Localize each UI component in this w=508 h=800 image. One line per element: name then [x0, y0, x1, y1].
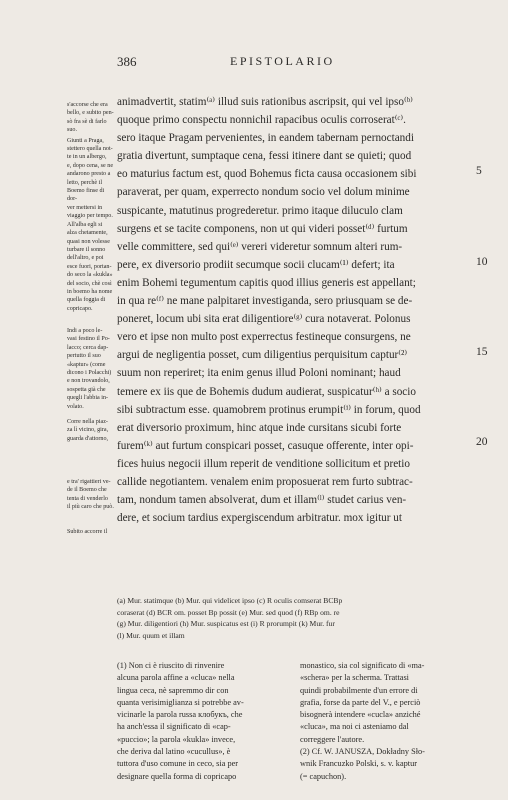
footnote-line: (1) Non ci è riuscito di rinvenire [117, 661, 225, 670]
text-line: velle committere, sed qui⁽ᵉ⁾ vereri videretur somnum alteri rum- [117, 240, 403, 253]
margin-note-4 [67, 478, 114, 512]
footnote-line: grafia, forse da parte del V., e perciò [300, 697, 421, 707]
margin-line: e non trovandolo, [67, 378, 110, 385]
text-line: sero itaque Pragam pervenientes, in eandem tabernam pernoctandi [117, 132, 414, 145]
margin-line: il più caro che può. [67, 504, 114, 511]
text-line: erat diversorio proximum, hinc atque inde cursitans sicubi forte [117, 421, 402, 434]
footnote-line: «cluca», ma noi ci asteniamo dal [300, 722, 409, 732]
page-number: 386 [117, 54, 137, 69]
footnote-line: «puccio»; la parola «kukla» invece, [117, 734, 236, 744]
margin-line: del socio, chè così [67, 280, 112, 287]
footnote-line: correggere l'autore. [300, 734, 365, 744]
apparatus-line: (a) Mur. statimque (b) Mur. qui videlicet ipso (c) R oculis comserat BCBp [117, 596, 343, 605]
text-line: in qua re⁽ᶠ⁾ ne mane palpitaret investiganda, sero priusquam se de- [117, 295, 413, 308]
footnote-line: lingua ceca, nè sapremmo dir con [117, 685, 229, 695]
margin-line: za lì vicino, gira, [67, 427, 109, 434]
margin-line: stettero quella not- [67, 146, 113, 153]
text-line: enim Bohemi tegumentum capitis quod illius generis est appellant; [117, 276, 416, 289]
margin-line: dicono i Polacchi) [67, 370, 112, 377]
margin-line: viaggio per tempo. [67, 213, 113, 220]
margin-line: do seco la «kukla» [67, 272, 113, 279]
margin-line: lacco; cerca dap- [67, 344, 109, 351]
apparatus-line: (l) Mur. quum et illam [117, 630, 185, 640]
margin-line: volato. [67, 403, 84, 410]
margin-line: Indi a poco le- [67, 328, 103, 334]
text-line: pere, ex diversorio prodiit secumque socii clucam⁽¹⁾ defert; ita [117, 258, 395, 271]
footnote-line: (2) Cf. W. JANUSZA, Dokładny Sło- [300, 747, 425, 757]
margin-line: andarono presto a [67, 171, 111, 178]
footnote-line: «schera» per la scherma. Trattasi [300, 673, 409, 683]
line-number: 20 [476, 436, 488, 448]
margin-line: All'alba egli si [67, 221, 103, 228]
margin-note-5 [67, 528, 114, 536]
line-number: 5 [476, 165, 482, 177]
text-line: eo maturius factum est, quod Bohemus ficta causa occasionem sibi [117, 168, 417, 181]
text-line: tam, nondum tamen absolverat, dum et illam⁽ˡ⁾ studet carius ven- [117, 494, 407, 507]
margin-line: Corre nella piaz- [67, 419, 108, 425]
footnote-line: designare quella forma di copricapo [117, 771, 237, 781]
line-number: 10 [476, 256, 488, 268]
text-line: paraverat, per quam, experrecto nondum socio vel dolum minime [117, 186, 410, 199]
text-line: dere, et socium tardius expergiscendum arbitratur. mox igitur ut [117, 512, 403, 525]
margin-line: turbare il sonno [67, 246, 106, 253]
text-line: suspicante, matutinus progrederetur. primo itaque diluculo clam [117, 204, 403, 217]
margin-line: tenta di venderlo [67, 495, 108, 502]
text-line: gratia divertunt, sumptaque cena, fessi itinere dant se quieti; quod [117, 150, 412, 163]
margin-note-1 [67, 101, 114, 313]
margin-note-2 [67, 327, 114, 411]
footnote-line: wnik Francuzko Polski, s. v. kaptur [300, 759, 417, 769]
margin-line: copricapo. [67, 305, 93, 312]
text-line: callide negotiantem. venalem enim proposuerat rem furto subtrac- [117, 475, 413, 488]
main-latin-text [117, 93, 469, 527]
margin-line: Boemo finse di dor- [67, 188, 105, 203]
margin-line: alza chetamente, [67, 230, 108, 237]
margin-line: quegli l'abbia in- [67, 395, 109, 402]
margin-line: dell'altro, e poi [67, 255, 104, 262]
margin-line: sospetta già che [67, 386, 106, 393]
margin-line: esce fuori, portan- [67, 263, 112, 270]
footnote-line: quindi probabilmente d'un errore di [300, 685, 418, 695]
margin-line: quasi non volesse [67, 238, 110, 245]
footnote-line: monastico, sia col significato di «ma- [300, 661, 425, 670]
margin-line: letto, perchè il [67, 179, 103, 186]
text-line: poneret, locum ubi sita erat diligentiore⁽ᵍ⁾ cura notaverat. Polonus [117, 313, 411, 326]
margin-line: in boemo ha nome [67, 288, 113, 295]
margin-line: vasi festino il Po- [67, 336, 110, 343]
text-line: argui de negligentia posset, cum diligentius perquisitum captur⁽²⁾ [117, 349, 408, 362]
apparatus-line: coraserat (d) BCR om. posset Bp possit (e) Mur. sed quod (f) RBp om. re [117, 607, 340, 617]
margin-line: «kaptur» (come [67, 361, 106, 368]
text-line: animadvertit, statim⁽ᵃ⁾ illud suis rationibus ascripsit, qui vel ipso⁽ᵇ⁾ [117, 96, 413, 108]
critical-apparatus [117, 595, 477, 641]
text-line: vero et ipse non multo post experrectus festineque consurgens, ne [117, 331, 411, 344]
running-title: EPISTOLARIO [230, 54, 335, 68]
margin-line: te in un albergo, [67, 154, 107, 161]
margin-line: pertutto il suo [67, 353, 101, 360]
footnote-line: (= capuchon). [300, 771, 347, 781]
footnote-line: ha anch'essa il significato di «cap- [117, 722, 231, 732]
footnote-line: quanta verisimiglianza si potrebbe av- [117, 697, 244, 707]
text-line: quoque primo conspectu nonnichil rapacibus oculis corroserat⁽ᶜ⁾. [117, 114, 406, 127]
text-line: furem⁽ᵏ⁾ aut furtum conspicari posset, casuque offerente, inter opi- [117, 439, 414, 452]
margin-note-3 [67, 418, 114, 443]
margin-line: Giunti a Praga, [67, 137, 104, 144]
footnote-line: alcuna parola affine a «cluca» nella [117, 673, 235, 683]
margin-line: guarda d'attorno, [67, 435, 109, 442]
margin-line: e, dopo cena, se ne [67, 162, 114, 169]
text-line: surgens et se tacite componens, non ut qui videri posset⁽ᵈ⁾ furtum [117, 222, 408, 235]
text-line: fices huius negocii illum reperit de venditione sollicitum et pretio [117, 457, 410, 470]
line-number: 15 [476, 346, 488, 358]
margin-line: de il Boemo che [67, 487, 107, 494]
margin-line: Subito accorre il [67, 529, 108, 535]
text-line: sibi subtractum esse. quamobrem protinus erumpit⁽ⁱ⁾ in forum, quod [117, 403, 421, 416]
margin-line: quella foggia di [67, 297, 106, 304]
footnote-line: tuttora d'uso comune in ceco, sia per [117, 759, 239, 769]
margin-line: ver mettersi in [67, 204, 103, 211]
text-line: suum non reperiret; ita enim genus illud Poloni nominant; haud [117, 367, 401, 380]
margin-line: s'accorse che era [67, 102, 108, 108]
footnote-line: che deriva dal latino «cucullus», è [117, 747, 231, 757]
text-line: temere ex iis que de Bohemis dudum audierat, suspicatur⁽ʰ⁾ a socio [117, 385, 416, 398]
footnotes-left-column [117, 660, 293, 783]
margin-line: suo. [67, 127, 77, 134]
margin-line: e tra' rigattieri ve- [67, 479, 111, 485]
apparatus-line: (g) Mur. diligentiori (h) Mur. suspicatus est (i) R prorumpit (k) Mur. fur [117, 619, 335, 628]
footnotes-right-column [300, 660, 476, 783]
footnote-line: bisognerà intendere «cucla» anziché [300, 710, 421, 720]
footnote-line: vicinarle la parola russa клобукъ, che [117, 710, 243, 720]
margin-line: sò fra sè di farlo [67, 118, 107, 125]
margin-line: bello, e subito pen- [67, 110, 114, 117]
